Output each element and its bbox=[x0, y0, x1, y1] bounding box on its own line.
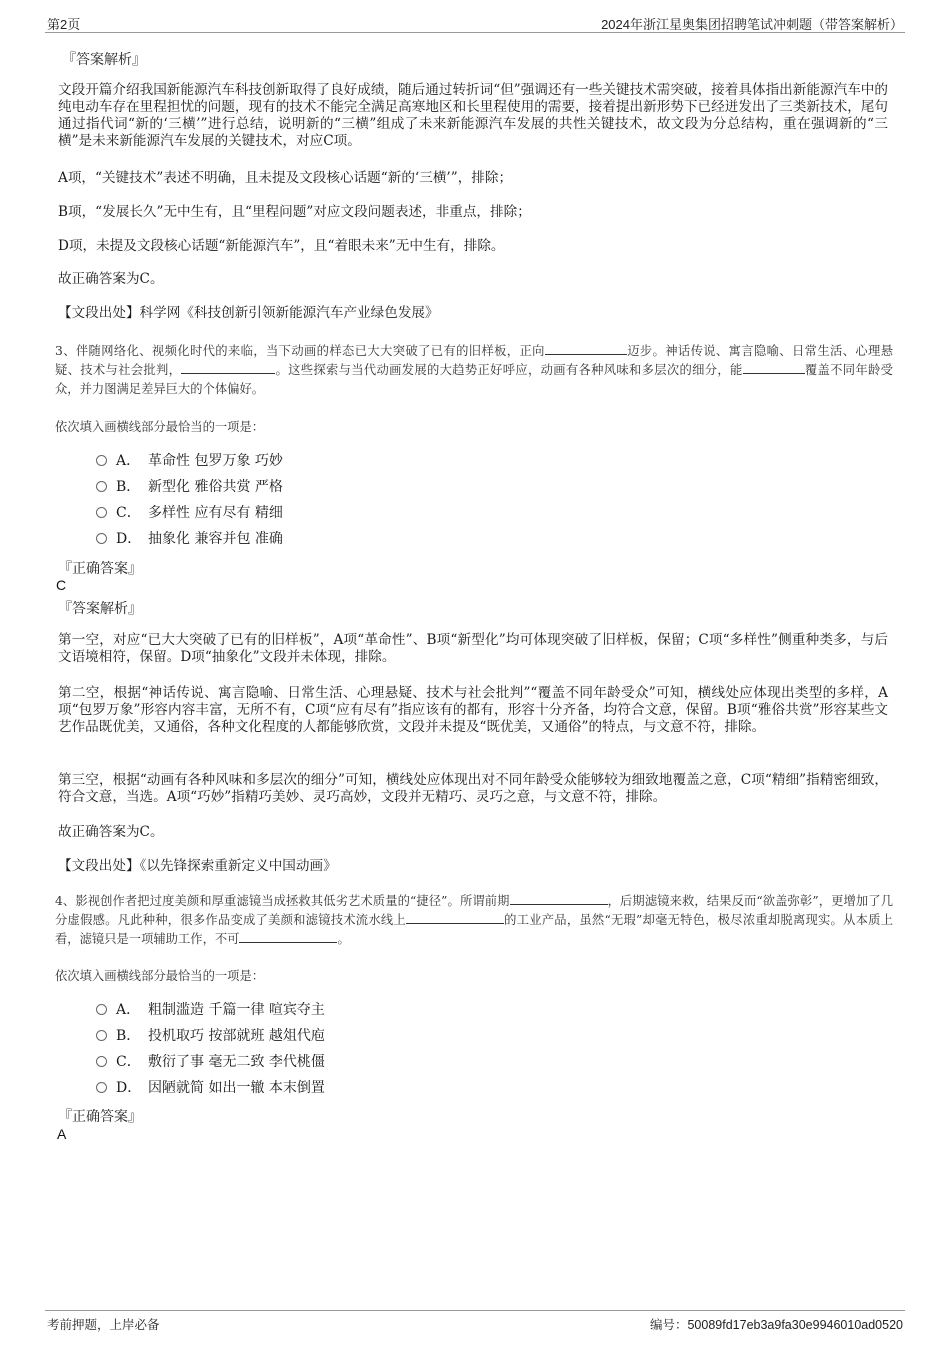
q4-text-part: 4、影视创作者把过度美颜和厚重滤镜当成拯救其低劣艺术质量的“捷径”。所谓前期 bbox=[55, 894, 510, 908]
q4-text-part: 。 bbox=[337, 932, 350, 946]
option-letter: A． bbox=[116, 453, 141, 469]
q3-option-d[interactable] bbox=[96, 529, 283, 549]
q4-text-part: 的工业产品，虽然“无瑕”却毫无特色，极尽浓重却脱离现实。从本质上看，滤镜只是一项辅助工作，不可 bbox=[55, 913, 893, 946]
q3-option-a[interactable] bbox=[96, 451, 283, 471]
q4-option-a[interactable] bbox=[96, 1000, 325, 1020]
page-footer bbox=[45, 1310, 905, 1335]
q2-option-d-analysis: D项，未提及文段核心话题“新能源汽车”，且“着眼未来”无中生有，排除。 bbox=[58, 238, 505, 254]
q4-option-b[interactable] bbox=[96, 1026, 325, 1046]
radio-icon[interactable] bbox=[96, 455, 107, 466]
q3-analysis-2: 第二空，根据“神话传说、寓言隐喻、日常生活、心理悬疑、技术与社会批判”“覆盖不同年龄受众”可知，横线处应体现出类型的多样，A项“包罗万象”形容内容丰富，无所不有，C项“应有尽有”指应该有的都有，形容十分齐备，均符合文意，保留。B项“雅俗共赏”形容某些文艺作品既优美，又通俗，各种文化程度的人都能够欣赏，文段并未提及“既优美，又通俗”的特点，与文意不符，排除。 bbox=[58, 685, 888, 735]
radio-icon[interactable] bbox=[96, 507, 107, 518]
option-text: 新型化 雅俗共赏 严格 bbox=[148, 479, 283, 495]
footer-slogan: 考前押题，上岸必备 bbox=[47, 1318, 160, 1332]
option-letter: C． bbox=[116, 1054, 141, 1070]
q3-answer: C bbox=[56, 577, 67, 593]
option-letter: A． bbox=[116, 1002, 141, 1018]
q4-option-c[interactable] bbox=[96, 1052, 325, 1072]
q3-analysis-label: 『答案解析』 bbox=[58, 601, 142, 617]
document-serial: 编号：50089fd17eb3a9fa30e9946010ad0520 bbox=[649, 1318, 903, 1332]
q3-analysis-1: 第一空，对应“已大大突破了已有的旧样板”，A项“革命性”、B项“新型化”均可体现突破了旧样板，保留；C项“多样性”侧重种类多，与后文语境相符，保留。D项“抽象化”文段并未体现，排除。 bbox=[58, 632, 888, 665]
q3-question-text bbox=[55, 342, 893, 399]
q4-text-part: ，后期滤镜来救，结果反而“欲盖弥彰”，更增加了几分虚假感。凡此种种，很多作品变成了美颜和滤镜技术流水线上 bbox=[55, 894, 893, 927]
q3-text-part: 。这些探索与当代动画发展的大趋势正好呼应，动画有各种风味和多层次的细分，能 bbox=[275, 363, 743, 377]
q3-blank-2 bbox=[181, 361, 275, 374]
page-number: 第2页 bbox=[47, 17, 81, 32]
radio-icon[interactable] bbox=[96, 1004, 107, 1015]
option-letter: D． bbox=[116, 531, 142, 547]
q3-blank-1 bbox=[545, 342, 627, 355]
option-letter: B． bbox=[116, 1028, 141, 1044]
option-text: 抽象化 兼容并包 准确 bbox=[148, 531, 283, 547]
q3-prompt: 依次填入画横线部分最恰当的一项是： bbox=[55, 420, 265, 434]
q3-source: 【文段出处】《以先锋探索重新定义中国动画》 bbox=[58, 858, 337, 874]
option-text: 粗制滥造 千篇一律 喧宾夺主 bbox=[148, 1002, 325, 1018]
q3-analysis-3: 第三空，根据“动画有各种风味和多层次的细分”可知，横线处应体现出对不同年龄受众能够较为细致地覆盖之意，C项“精细”指精密细致，符合文意，当选。A项“巧妙”指精巧美妙、灵巧高妙，文段并无精巧、灵巧之意，与文意不符，排除。 bbox=[58, 772, 888, 805]
q4-question-text bbox=[55, 892, 893, 949]
q2-option-a-analysis: A项，“关键技术”表述不明确，且未提及文段核心话题“新的‘三横’”，排除； bbox=[58, 170, 513, 186]
document-title: 2024年浙江星奥集团招聘笔试冲刺题（带答案解析） bbox=[601, 17, 903, 32]
q3-option-b[interactable] bbox=[96, 477, 283, 497]
radio-icon[interactable] bbox=[96, 1030, 107, 1041]
radio-icon[interactable] bbox=[96, 1056, 107, 1067]
q4-prompt: 依次填入画横线部分最恰当的一项是： bbox=[55, 969, 265, 983]
radio-icon[interactable] bbox=[96, 533, 107, 544]
option-letter: C． bbox=[116, 505, 141, 521]
radio-icon[interactable] bbox=[96, 481, 107, 492]
q4-option-d[interactable] bbox=[96, 1078, 325, 1098]
q2-option-b-analysis: B项，“发展长久”无中生有，且“里程问题”对应文段问题表述，非重点，排除； bbox=[58, 204, 531, 220]
option-text: 因陋就简 如出一辙 本末倒置 bbox=[148, 1080, 325, 1096]
q2-analysis-label: 『答案解析』 bbox=[62, 52, 146, 68]
q2-source: 【文段出处】科学网《科技创新引领新能源汽车产业绿色发展》 bbox=[58, 305, 439, 321]
q3-text-part: 覆盖不同年龄受众，并力图满足差异巨大的个体偏好。 bbox=[55, 363, 893, 396]
page-header bbox=[45, 12, 905, 33]
q4-blank-1 bbox=[510, 892, 608, 905]
q4-answer-label: 『正确答案』 bbox=[58, 1109, 142, 1125]
q3-answer-label: 『正确答案』 bbox=[58, 561, 142, 577]
q2-analysis-paragraph: 文段开篇介绍我国新能源汽车科技创新取得了良好成绩，随后通过转折词“但”强调还有一些关键技术需突破，接着具体指出新能源汽车中的纯电动车存在里程担忧的问题，现有的技术不能完全满足高寒地区和长里程使用的需要，接着提出新形势下已经迸发出了三类新技术，尾句通过指代词“新的‘三横’”进行总结，说明新的“三横”组成了未来新能源汽车发展的共性关键技术，故文段为分总结构，重在强调新的“三横”是未来新能源汽车发展的关键技术，对应C项。 bbox=[58, 82, 888, 149]
q3-text-part: 迈步。神话传说、寓言隐喻、日常生活、心理悬疑、技术与社会批判， bbox=[55, 344, 893, 377]
radio-icon[interactable] bbox=[96, 1082, 107, 1093]
q3-conclusion: 故正确答案为C。 bbox=[58, 824, 164, 840]
q4-blank-2 bbox=[406, 911, 504, 924]
q3-text-part: 3、伴随网络化、视频化时代的来临，当下动画的样态已大大突破了已有的旧样板，正向 bbox=[55, 344, 545, 358]
option-text: 多样性 应有尽有 精细 bbox=[148, 505, 283, 521]
option-text: 革命性 包罗万象 巧妙 bbox=[148, 453, 283, 469]
q4-answer: A bbox=[57, 1126, 67, 1142]
q4-blank-3 bbox=[239, 930, 337, 943]
q2-conclusion: 故正确答案为C。 bbox=[58, 271, 164, 287]
q3-option-c[interactable] bbox=[96, 503, 283, 523]
q3-blank-3 bbox=[743, 361, 805, 374]
option-letter: D． bbox=[116, 1080, 142, 1096]
option-text: 投机取巧 按部就班 越俎代庖 bbox=[148, 1028, 325, 1044]
option-text: 敷衍了事 毫无二致 李代桃僵 bbox=[148, 1054, 325, 1070]
option-letter: B． bbox=[116, 479, 141, 495]
